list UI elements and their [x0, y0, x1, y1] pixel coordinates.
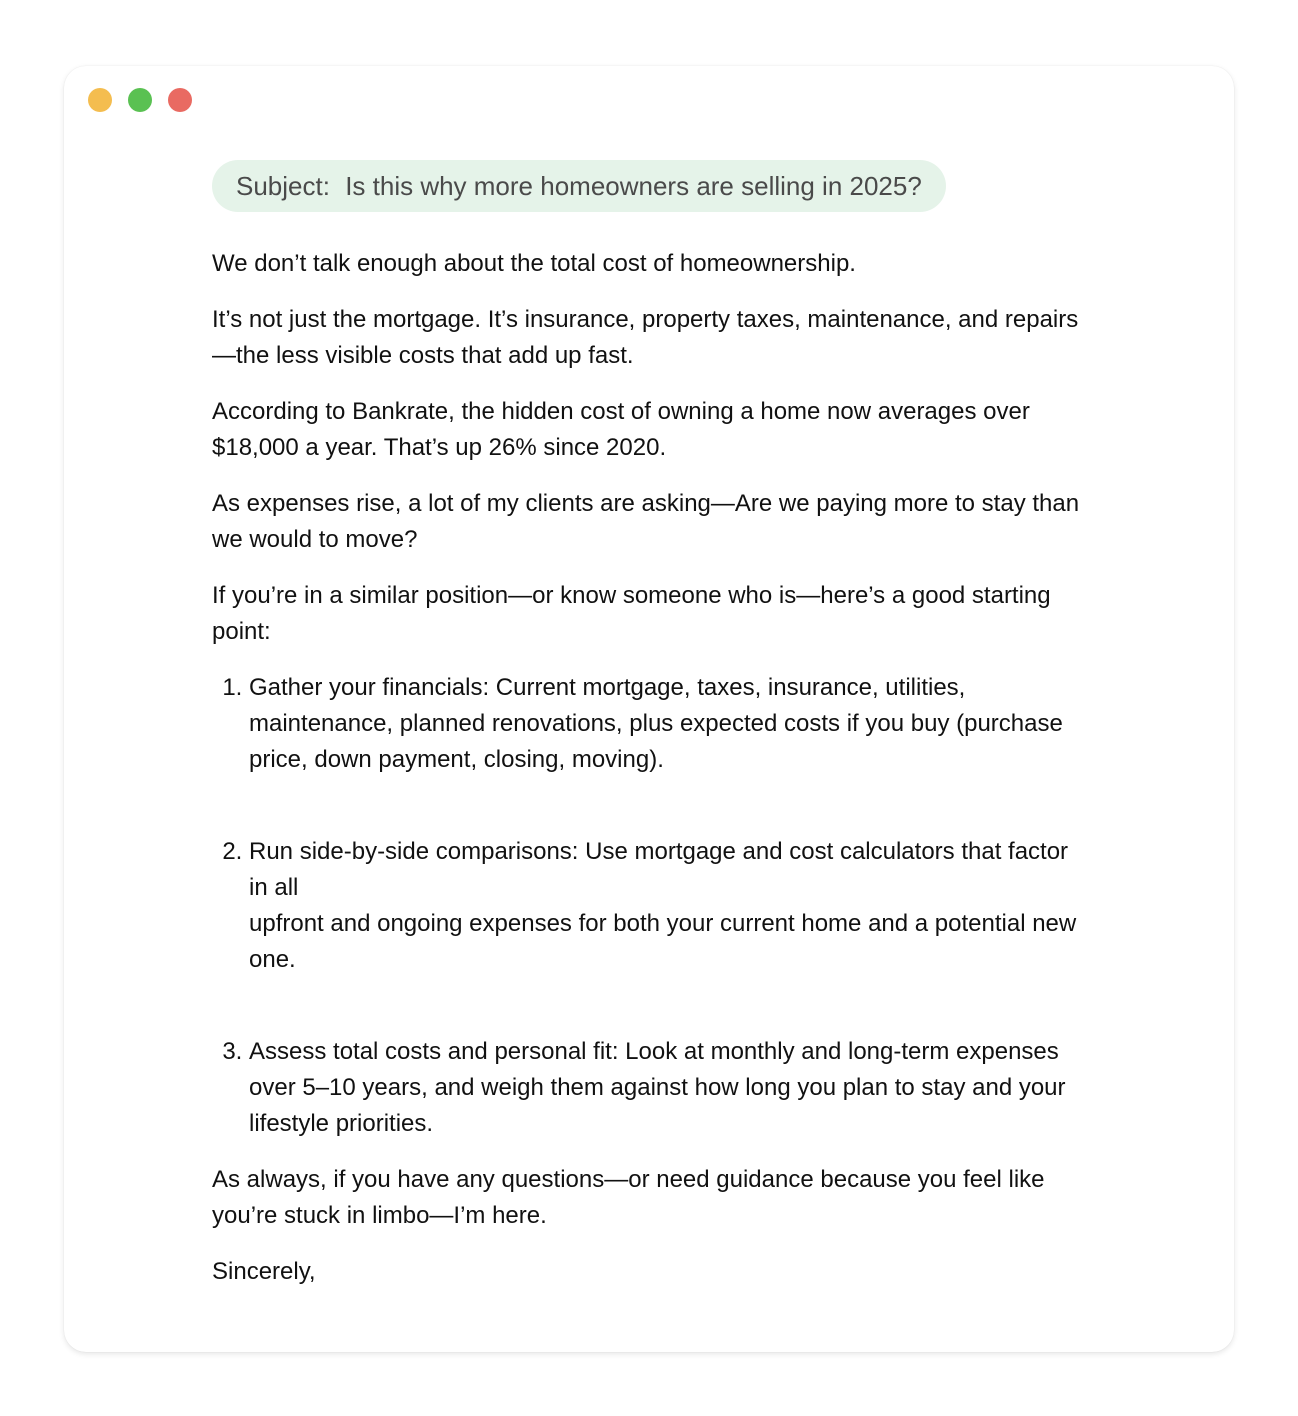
steps-list [212, 670, 1092, 1142]
maximize-button[interactable] [128, 88, 152, 112]
paragraph: If you’re in a similar position—or know someone who is—here’s a good starting point: [212, 582, 1051, 645]
window-controls [88, 88, 192, 112]
email-body [212, 246, 1092, 1290]
list-item [249, 1034, 1092, 1142]
paragraph: As expenses rise, a lot of my clients are asking—Are we paying more to stay than we would to move? [212, 490, 1080, 553]
list-item-text: 3. Assess total costs and personal fit: Look at monthly and long-term expenses over 5–10 years, and weigh them against how long you plan to stay and your lifestyle priorities. [249, 1038, 1066, 1137]
subject-pill [212, 160, 946, 212]
subject-text: Is this why more homeowners are selling in 2025? [345, 171, 922, 201]
list-item-text-continued: upfront and ongoing expenses for both your current home and a potential new one. [249, 910, 1077, 973]
list-item [249, 834, 1092, 978]
email-window [64, 66, 1234, 1352]
minimize-button[interactable] [88, 88, 112, 112]
email-content [212, 160, 1092, 1310]
list-item-text: 2. Run side-by-side comparisons: Use mortgage and cost calculators that factor in all [249, 838, 1069, 901]
subject-label: Subject: [236, 171, 330, 201]
list-item-text: 1. Gather your financials: Current mortgage, taxes, insurance, utilities, maintenance, planned renovations, plus expected costs if you buy (purchase price, down payment, closing, moving). [249, 674, 1063, 773]
paragraph: According to Bankrate, the hidden cost of owning a home now averages over $18,000 a year. That’s up 26% since 2020. [212, 398, 1030, 461]
list-item [249, 670, 1092, 778]
close-button[interactable] [168, 88, 192, 112]
paragraph: We don’t talk enough about the total cost of homeownership. [212, 250, 856, 277]
signoff: Sincerely, [212, 1258, 316, 1285]
closing-paragraph: As always, if you have any questions—or need guidance because you feel like you’re stuck in limbo—I’m here. [212, 1166, 1045, 1229]
paragraph: It’s not just the mortgage. It’s insurance, property taxes, maintenance, and repairs—the less visible costs that add up fast. [212, 306, 1079, 369]
